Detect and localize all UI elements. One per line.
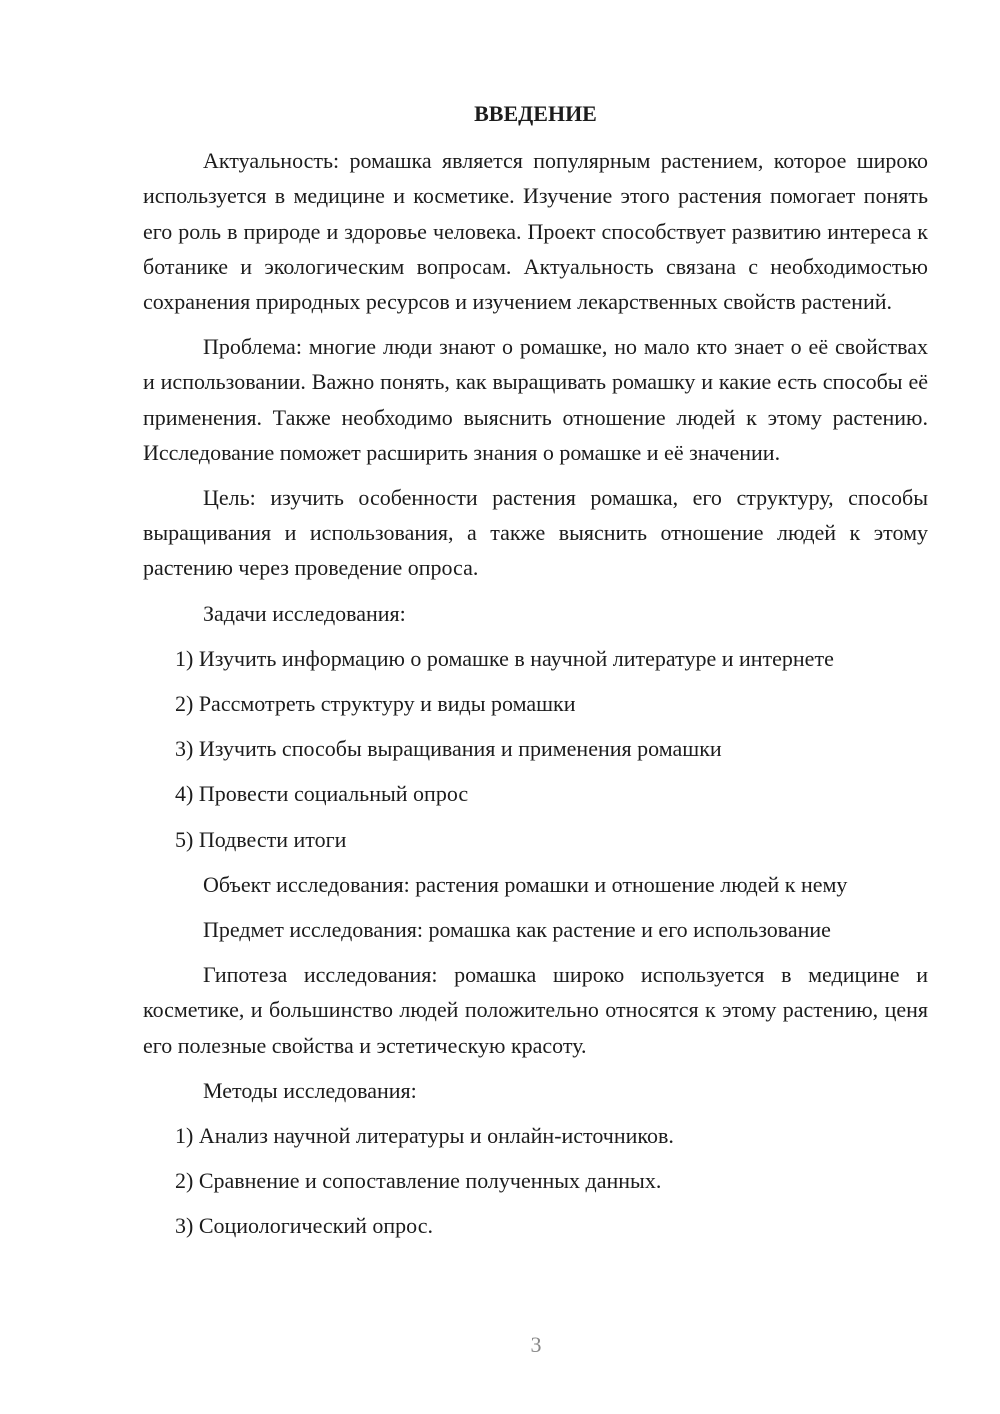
object-line: Объект исследования: растения ромашки и отношение людей к нему — [203, 871, 848, 897]
list-item: 1) Изучить информацию о ромашке в научной литературе и интернете — [175, 645, 834, 671]
list-item: 2) Сравнение и сопоставление полученных данных. — [175, 1168, 662, 1194]
list-item: 3) Изучить способы выращивания и применения ромашки — [175, 736, 722, 762]
goal-paragraph: Цель: изучить особенности растения ромашка, его структуру, способы выращивания и использования, а также выяснить отношение людей к этому растению через проведение опроса. — [143, 485, 928, 581]
list-item: 5) Подвести итоги — [175, 826, 347, 852]
list-item: 3) Социологический опрос. — [175, 1213, 433, 1239]
tasks-list — [143, 641, 928, 857]
subject-line: Предмет исследования: ромашка как растение и его использование — [203, 917, 831, 943]
list-item: 2) Рассмотреть структуру и виды ромашки — [175, 691, 576, 717]
tasks-heading: Задачи исследования: — [203, 600, 406, 626]
methods-heading: Методы исследования: — [203, 1077, 417, 1103]
list-item: 4) Провести социальный опрос — [175, 781, 469, 807]
relevance-paragraph: Актуальность: ромашка является популярным растением, которое широко используется в медицине и косметике. Изучение этого растения помогает понять его роль в природе и здоровье человека. Проект способствует развитию интереса к ботанике и экологическим вопросам. Актуальность связана с необходимостью сохранения природных ресурсов и изучением лекарственных свойств растений. — [143, 148, 928, 315]
problem-paragraph: Проблема: многие люди знают о ромашке, но мало кто знает о её свойствах и использовании. Важно понять, как выращивать ромашку и какие есть способы её применения. Также необходимо выяснить отношение людей к этому растению. Исследование поможет расширить знания о ромашке и её значении. — [143, 334, 928, 465]
section-title: ВВЕДЕНИЕ — [474, 101, 597, 126]
list-item: 1) Анализ научной литературы и онлайн-источников. — [175, 1123, 674, 1149]
page-number: 3 — [530, 1332, 542, 1357]
hypothesis-paragraph: Гипотеза исследования: ромашка широко используется в медицине и косметике, и большинство людей положительно относятся к этому растению, ценя его полезные свойства и эстетическую красоту. — [143, 962, 928, 1058]
document-page — [143, 96, 928, 1254]
methods-list — [143, 1118, 928, 1244]
